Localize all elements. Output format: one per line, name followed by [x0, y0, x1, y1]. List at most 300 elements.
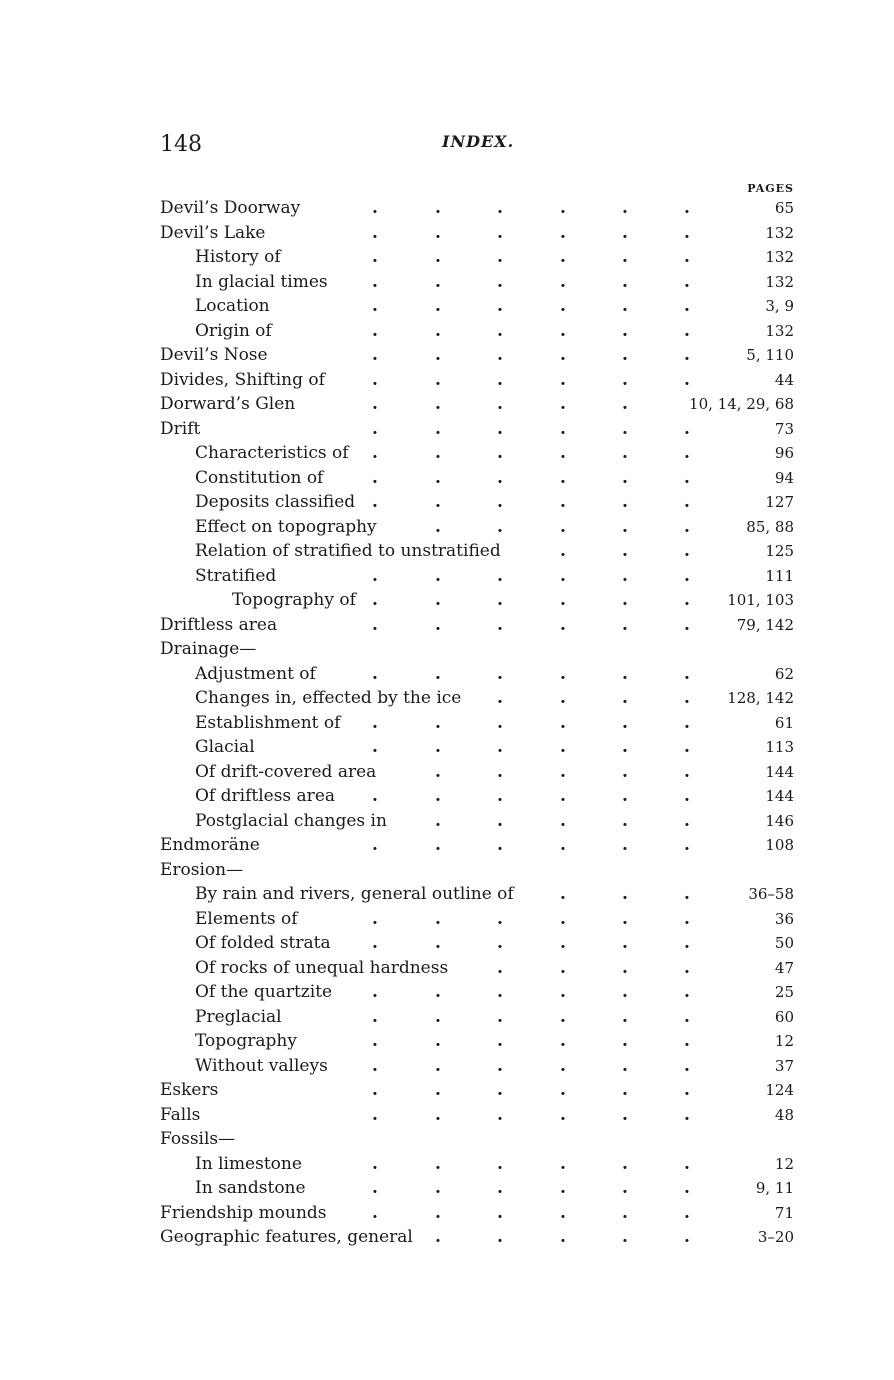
leader-dot: .	[435, 418, 441, 439]
leader-dot: .	[684, 737, 690, 757]
leader-dot: .	[435, 1227, 441, 1247]
leader-dot: .	[622, 908, 628, 929]
leader-dot: .	[497, 933, 503, 953]
leader-dot: .	[560, 933, 566, 953]
leader-dot: .	[560, 761, 566, 782]
index-entry-pages: 60	[774, 1007, 794, 1026]
index-entry-label: By rain and rivers, general outline of	[195, 884, 514, 904]
leader-dot: .	[497, 982, 503, 1002]
index-entry-label: Adjustment of	[195, 663, 316, 684]
index-entry-label: Drainage—	[160, 639, 257, 659]
index-entry-label: Origin of	[195, 320, 272, 341]
leader-dot: .	[622, 1104, 628, 1125]
index-entry-label: In sandstone	[195, 1178, 306, 1198]
leader-dot: .	[684, 1031, 690, 1051]
leader-dot: .	[560, 712, 566, 733]
index-entry-label: Eskers	[160, 1080, 219, 1100]
index-entry-label: Location	[195, 296, 270, 316]
index-entry	[0, 686, 894, 711]
leader-dot: .	[560, 565, 566, 586]
leader-dot: .	[560, 1202, 566, 1223]
index-entry-label: Constitution of	[195, 467, 324, 488]
leader-dot: .	[684, 369, 690, 390]
leader-dot: .	[372, 835, 378, 855]
leader-dot: .	[435, 320, 441, 341]
leader-dot: .	[560, 1006, 566, 1027]
leader-dot: .	[497, 296, 503, 316]
index-entry-pages: 144	[765, 762, 794, 781]
leader-dot: .	[372, 247, 378, 267]
leader-dot: .	[684, 222, 690, 243]
leader-dot: .	[622, 516, 628, 537]
leader-dot: .	[435, 1031, 441, 1051]
leader-dot: .	[684, 908, 690, 929]
leader-dot: .	[497, 1202, 503, 1223]
leader-dot: .	[435, 1178, 441, 1198]
leader-dot: .	[372, 1202, 378, 1223]
index-entry-label: Effect on topography	[195, 516, 377, 537]
leader-dot: .	[560, 516, 566, 537]
leader-dot: .	[622, 614, 628, 635]
index-entry-label: Glacial	[195, 737, 255, 757]
leader-dot: .	[684, 541, 690, 561]
leader-dot: .	[560, 320, 566, 341]
leader-dot: .	[497, 1153, 503, 1174]
leader-dot: .	[372, 663, 378, 684]
leader-dot: .	[372, 933, 378, 953]
leader-dot: .	[560, 222, 566, 243]
index-entry-pages: 48	[774, 1105, 794, 1124]
index-entry-pages: 85, 88	[746, 517, 794, 536]
leader-dot: .	[435, 810, 441, 831]
index-entry-pages: 113	[765, 738, 794, 756]
leader-dot: .	[622, 492, 628, 512]
leader-dot: .	[684, 1153, 690, 1174]
index-entry	[0, 1176, 894, 1201]
leader-dot: .	[372, 443, 378, 463]
index-entry-pages: 111	[765, 566, 794, 585]
index-entry	[0, 1005, 894, 1030]
leader-dot: .	[684, 516, 690, 537]
index-entry-label: Devil’s Doorway	[160, 198, 301, 218]
leader-dot: .	[560, 1055, 566, 1076]
leader-dot: .	[622, 320, 628, 341]
leader-dot: .	[622, 394, 628, 414]
leader-dot: .	[684, 884, 690, 904]
leader-dot: .	[560, 1153, 566, 1174]
leader-dot: .	[497, 198, 503, 218]
leader-dot: .	[497, 1104, 503, 1125]
index-entry	[0, 196, 894, 221]
leader-dot: .	[622, 1178, 628, 1198]
index-entry	[0, 833, 894, 858]
leader-dot: .	[435, 369, 441, 390]
index-entry-pages: 128, 142	[727, 689, 794, 707]
index-entry	[0, 956, 894, 981]
leader-dot: .	[497, 418, 503, 439]
index-entry-pages: 132	[765, 321, 794, 340]
leader-dot: .	[372, 418, 378, 439]
index-entry-label: Geographic features, general	[160, 1227, 413, 1247]
leader-dot: .	[497, 369, 503, 390]
leader-dot: .	[622, 933, 628, 953]
leader-dot: .	[560, 614, 566, 635]
leader-dot: .	[372, 222, 378, 243]
leader-dot: .	[560, 982, 566, 1002]
index-entry-pages: 12	[774, 1154, 794, 1173]
leader-dot: .	[497, 688, 503, 708]
index-entry-pages: 25	[774, 983, 794, 1001]
leader-dot: .	[622, 467, 628, 488]
index-entry-pages: 9, 11	[755, 1179, 794, 1197]
index-entry-label: Erosion—	[160, 859, 244, 880]
leader-dot: .	[622, 1006, 628, 1027]
index-entry-pages: 79, 142	[736, 615, 794, 634]
index-entry	[0, 1152, 894, 1177]
leader-dot: .	[560, 394, 566, 414]
leader-dot: .	[622, 982, 628, 1002]
leader-dot: .	[560, 737, 566, 757]
leader-dot: .	[372, 1153, 378, 1174]
index-entry	[0, 882, 894, 907]
leader-dot: .	[435, 198, 441, 218]
leader-dot: .	[560, 418, 566, 439]
leader-dot: .	[435, 1080, 441, 1100]
leader-dot: .	[497, 810, 503, 831]
leader-dot: .	[560, 247, 566, 267]
index-entry	[0, 711, 894, 736]
leader-dot: .	[372, 614, 378, 635]
index-entry-pages: 50	[774, 934, 794, 952]
leader-dot: .	[560, 1031, 566, 1051]
leader-dot: .	[435, 467, 441, 488]
leader-dot: .	[497, 1227, 503, 1247]
index-entry-label: Driftless area	[160, 614, 278, 635]
leader-dot: .	[622, 884, 628, 904]
leader-dot: .	[622, 369, 628, 390]
leader-dot: .	[622, 271, 628, 292]
leader-dot: .	[684, 761, 690, 782]
index-entry-label: Changes in, effected by the ice	[195, 688, 462, 708]
index-entry-label: Devil’s Nose	[160, 345, 268, 365]
leader-dot: .	[372, 1031, 378, 1051]
index-entry-label: Of driftless area	[195, 786, 336, 806]
leader-dot: .	[684, 320, 690, 341]
leader-dot: .	[372, 786, 378, 806]
leader-dot: .	[435, 345, 441, 365]
index-entry	[0, 417, 894, 442]
leader-dot: .	[560, 271, 566, 292]
leader-dot: .	[684, 271, 690, 292]
leader-dot: .	[622, 1055, 628, 1076]
leader-dot: .	[497, 394, 503, 414]
leader-dot: .	[622, 1153, 628, 1174]
index-entry	[0, 809, 894, 834]
leader-dot: .	[622, 247, 628, 267]
leader-dot: .	[435, 394, 441, 414]
index-entry	[0, 637, 894, 662]
index-entry-pages: 132	[765, 272, 794, 291]
index-entry	[0, 588, 894, 613]
leader-dot: .	[684, 614, 690, 635]
index-entry	[0, 1225, 894, 1250]
leader-dot: .	[622, 786, 628, 806]
leader-dot: .	[497, 222, 503, 243]
index-entry	[0, 980, 894, 1005]
leader-dot: .	[622, 565, 628, 586]
leader-dot: .	[372, 296, 378, 316]
leader-dot: .	[372, 394, 378, 414]
leader-dot: .	[372, 320, 378, 341]
index-entry-label: Friendship mounds	[160, 1202, 327, 1223]
index-entry	[0, 907, 894, 932]
leader-dot: .	[684, 590, 690, 610]
index-entry	[0, 270, 894, 295]
leader-dot: .	[684, 1055, 690, 1076]
leader-dot: .	[435, 271, 441, 292]
leader-dot: .	[560, 467, 566, 488]
index-entry	[0, 1127, 894, 1152]
leader-dot: .	[560, 884, 566, 904]
index-entry-label: Relation of stratified to unstratified	[195, 541, 501, 561]
leader-dot: .	[560, 1227, 566, 1247]
leader-dot: .	[372, 369, 378, 390]
index-entry-label: Fossils—	[160, 1129, 236, 1149]
leader-dot: .	[622, 737, 628, 757]
index-entry	[0, 466, 894, 491]
leader-dot: .	[435, 1202, 441, 1223]
leader-dot: .	[684, 810, 690, 831]
leader-dot: .	[684, 1202, 690, 1223]
leader-dot: .	[372, 590, 378, 610]
leader-dot: .	[622, 810, 628, 831]
leader-dot: .	[497, 492, 503, 512]
leader-dot: .	[435, 908, 441, 929]
leader-dot: .	[560, 590, 566, 610]
index-entry-pages: 5, 110	[746, 346, 794, 364]
leader-dot: .	[560, 369, 566, 390]
leader-dot: .	[622, 222, 628, 243]
index-entry-label: Dorward’s Glen	[160, 394, 296, 414]
leader-dot: .	[622, 663, 628, 684]
index-entry-label: Without valleys	[195, 1055, 328, 1076]
index-entry-pages: 71	[774, 1203, 794, 1222]
leader-dot: .	[372, 982, 378, 1002]
leader-dot: .	[435, 296, 441, 316]
leader-dot: .	[497, 835, 503, 855]
index-entry-pages: 62	[774, 664, 794, 683]
leader-dot: .	[372, 712, 378, 733]
index-entry-pages: 124	[765, 1081, 794, 1099]
index-entry	[0, 245, 894, 270]
leader-dot: .	[435, 786, 441, 806]
index-entry-label: In glacial times	[195, 271, 328, 292]
leader-dot: .	[497, 1080, 503, 1100]
leader-dot: .	[560, 345, 566, 365]
leader-dot: .	[684, 443, 690, 463]
leader-dot: .	[684, 1104, 690, 1125]
leader-dot: .	[684, 1178, 690, 1198]
index-entry	[0, 784, 894, 809]
index-entry-label: Of drift-covered area	[195, 761, 377, 782]
index-entry	[0, 392, 894, 417]
index-entry	[0, 221, 894, 246]
leader-dot: .	[435, 982, 441, 1002]
index-entry	[0, 735, 894, 760]
leader-dot: .	[372, 271, 378, 292]
index-entry	[0, 1029, 894, 1054]
index-entry	[0, 662, 894, 687]
leader-dot: .	[684, 663, 690, 684]
leader-dot: .	[372, 198, 378, 218]
leader-dot: .	[684, 492, 690, 512]
leader-dot: .	[622, 957, 628, 978]
leader-dot: .	[435, 1055, 441, 1076]
leader-dot: .	[684, 786, 690, 806]
index-entry	[0, 343, 894, 368]
leader-dot: .	[560, 663, 566, 684]
pages-column-header: PAGES	[747, 182, 794, 195]
index-entry	[0, 760, 894, 785]
leader-dot: .	[560, 688, 566, 708]
index-entry-label: Postglacial changes in	[195, 810, 387, 831]
leader-dot: .	[372, 1055, 378, 1076]
page-number: 148	[160, 132, 202, 157]
leader-dot: .	[497, 247, 503, 267]
leader-dot: .	[684, 247, 690, 267]
leader-dot: .	[560, 541, 566, 561]
leader-dot: .	[435, 663, 441, 684]
leader-dot: .	[372, 467, 378, 488]
leader-dot: .	[622, 345, 628, 365]
leader-dot: .	[684, 933, 690, 953]
leader-dot: .	[435, 565, 441, 586]
index-entry-pages: 3, 9	[765, 297, 794, 315]
leader-dot: .	[622, 688, 628, 708]
index-entry-label: Stratified	[195, 565, 277, 586]
index-entry	[0, 294, 894, 319]
leader-dot: .	[497, 516, 503, 537]
leader-dot: .	[497, 1055, 503, 1076]
leader-dot: .	[372, 908, 378, 929]
index-entry-label: History of	[195, 247, 281, 267]
index-entry-pages: 127	[765, 493, 794, 511]
index-entry-label: In limestone	[195, 1153, 302, 1174]
index-entry-label: Characteristics of	[195, 443, 349, 463]
leader-dot: .	[684, 565, 690, 586]
index-entry-pages: 108	[765, 836, 794, 854]
leader-dot: .	[622, 541, 628, 561]
leader-dot: .	[560, 296, 566, 316]
index-entry	[0, 613, 894, 638]
index-entry	[0, 441, 894, 466]
index-entry-pages: 144	[765, 787, 794, 805]
leader-dot: .	[372, 1104, 378, 1125]
leader-dot: .	[622, 296, 628, 316]
leader-dot: .	[560, 1178, 566, 1198]
leader-dot: .	[435, 1006, 441, 1027]
index-entry-pages: 37	[774, 1056, 794, 1075]
leader-dot: .	[497, 345, 503, 365]
leader-dot: .	[684, 467, 690, 488]
leader-dot: .	[497, 737, 503, 757]
leader-dot: .	[497, 908, 503, 929]
leader-dot: .	[497, 320, 503, 341]
leader-dot: .	[560, 835, 566, 855]
leader-dot: .	[622, 1080, 628, 1100]
leader-dot: .	[497, 957, 503, 978]
leader-dot: .	[684, 982, 690, 1002]
leader-dot: .	[622, 1227, 628, 1247]
index-entry	[0, 1078, 894, 1103]
index-entry	[0, 1201, 894, 1226]
leader-dot: .	[435, 761, 441, 782]
leader-dot: .	[622, 198, 628, 218]
leader-dot: .	[497, 590, 503, 610]
leader-dot: .	[435, 737, 441, 757]
index-entry	[0, 539, 894, 564]
leader-dot: .	[684, 296, 690, 316]
leader-dot: .	[684, 198, 690, 218]
leader-dot: .	[497, 712, 503, 733]
leader-dot: .	[622, 443, 628, 463]
index-entry-label: Deposits classified	[195, 492, 356, 512]
leader-dot: .	[372, 345, 378, 365]
leader-dot: .	[684, 345, 690, 365]
leader-dot: .	[622, 712, 628, 733]
index-entry-label: Falls	[160, 1104, 201, 1125]
index-entry-label: Preglacial	[195, 1006, 282, 1027]
index-entry-pages: 101, 103	[727, 591, 794, 609]
index-entry	[0, 490, 894, 515]
leader-dot: .	[435, 443, 441, 463]
leader-dot: .	[684, 1227, 690, 1247]
leader-dot: .	[622, 761, 628, 782]
index-list	[0, 196, 894, 1250]
leader-dot: .	[435, 1104, 441, 1125]
index-entry-pages: 125	[765, 542, 794, 560]
index-entry-label: Drift	[160, 418, 201, 439]
leader-dot: .	[622, 1202, 628, 1223]
leader-dot: .	[435, 933, 441, 953]
leader-dot: .	[372, 1006, 378, 1027]
index-entry-label: Of rocks of unequal hardness	[195, 957, 449, 978]
index-entry-pages: 61	[774, 713, 794, 732]
leader-dot: .	[560, 908, 566, 929]
leader-dot: .	[560, 1104, 566, 1125]
leader-dot: .	[372, 737, 378, 757]
leader-dot: .	[560, 198, 566, 218]
index-entry	[0, 1054, 894, 1079]
leader-dot: .	[684, 957, 690, 978]
leader-dot: .	[497, 565, 503, 586]
index-entry-label: Topography	[195, 1031, 297, 1051]
leader-dot: .	[684, 688, 690, 708]
index-entry-label: Endmoräne	[160, 835, 260, 855]
leader-dot: .	[372, 565, 378, 586]
leader-dot: .	[497, 1006, 503, 1027]
index-entry-label: Of the quartzite	[195, 982, 333, 1002]
leader-dot: .	[497, 1031, 503, 1051]
leader-dot: .	[622, 590, 628, 610]
index-entry-label: Devil’s Lake	[160, 222, 266, 243]
index-entry-pages: 44	[774, 370, 794, 389]
index-entry-pages: 146	[765, 811, 794, 830]
index-entry	[0, 368, 894, 393]
leader-dot: .	[684, 1080, 690, 1100]
leader-dot: .	[435, 835, 441, 855]
index-entry-pages: 47	[774, 958, 794, 977]
